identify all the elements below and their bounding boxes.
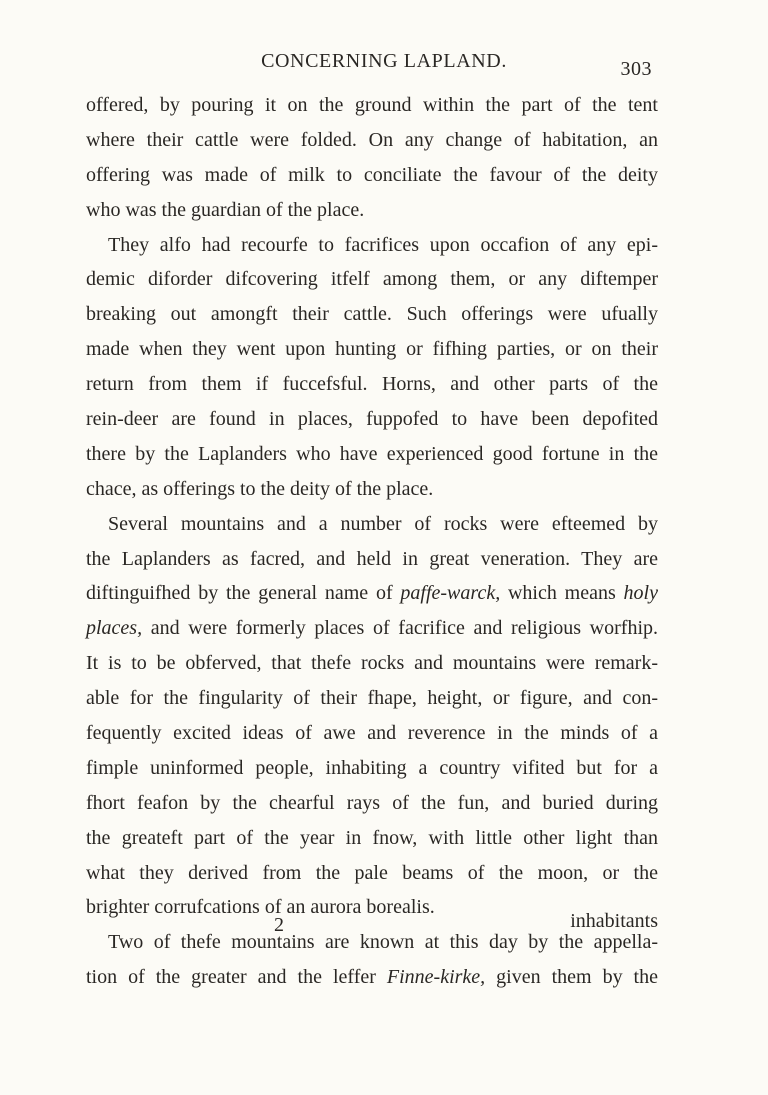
text-line: fhort feafon by the chearful rays of the fun, and buried during [86,791,658,814]
text-line: offering was made of milk to conciliate the favour of the deity [86,163,658,186]
text-line: Several mountains and a number of rocks were efteemed by [108,512,658,535]
text-line: demic diforder difcovering itfelf among them, or any diftemper [86,268,658,291]
text-span: tion of the greater and the leffer [86,966,387,989]
text-line: brighter corrufcations of an aurora borealis. [86,896,435,919]
page-header [0,50,768,84]
text-line: where their cattle were folded. On any change of habitation, an [86,128,658,151]
text-line: what they derived from the pale beams of the moon, or the [86,861,658,884]
text-span: given them by the [485,966,658,989]
text-line [86,960,658,995]
text-span: diftinguifhed by the general name of [86,582,401,605]
text-line: They alfo had recourfe to facrifices upon occafion of any epi- [108,233,658,256]
text-line: offered, by pouring it on the ground within the part of the tent [86,94,658,116]
text-line: It is to be obferved, that thefe rocks and mountains were remark- [86,652,658,675]
catchword: inhabitants [570,910,658,932]
text-span: which means [500,582,624,605]
text-line: made when they went upon hunting or fifhing parties, or on their [86,338,658,361]
text-span: and were formerly places of facrifice and religious worfhip. [142,617,658,640]
text-line: the Laplanders as facred, and held in great veneration. They are [86,547,658,570]
body-text [86,88,658,995]
text-line: chace, as offerings to the deity of the place. [86,477,434,500]
page-footer [86,910,658,944]
italic-term: paffe-warck, [400,582,501,605]
text-line [86,611,658,646]
text-line: Two of thefe mountains are known at this day by the appella- [108,931,658,954]
text-line: breaking out amongft their cattle. Such offerings were ufually [86,303,658,326]
text-line: fimple uninformed people, inhabiting a country vifited but for a [86,756,658,779]
text-line: return from them if fuccefsful. Horns, and other parts of the [86,373,658,396]
italic-term: Finne-kirke, [386,966,486,989]
text-line: there by the Laplanders who have experienced good fortune in the [86,442,658,465]
text-line: rein-deer are found in places, fuppofed to have been depofited [86,408,658,431]
text-line: fequently excited ideas of awe and reverence in the minds of a [86,722,658,745]
page-number: 303 [620,58,652,80]
text-line: who was the guardian of the place. [86,198,365,221]
text-line: the greateft part of the year in fnow, with little other light than [86,826,658,849]
italic-term: holy [623,582,658,605]
italic-term: places, [86,617,143,640]
text-line: able for the fingularity of their fhape, height, or figure, and con- [86,687,658,710]
running-head: CONCERNING LAPLAND. [261,50,507,72]
text-line [86,576,658,611]
signature-mark: 2 [274,914,284,936]
